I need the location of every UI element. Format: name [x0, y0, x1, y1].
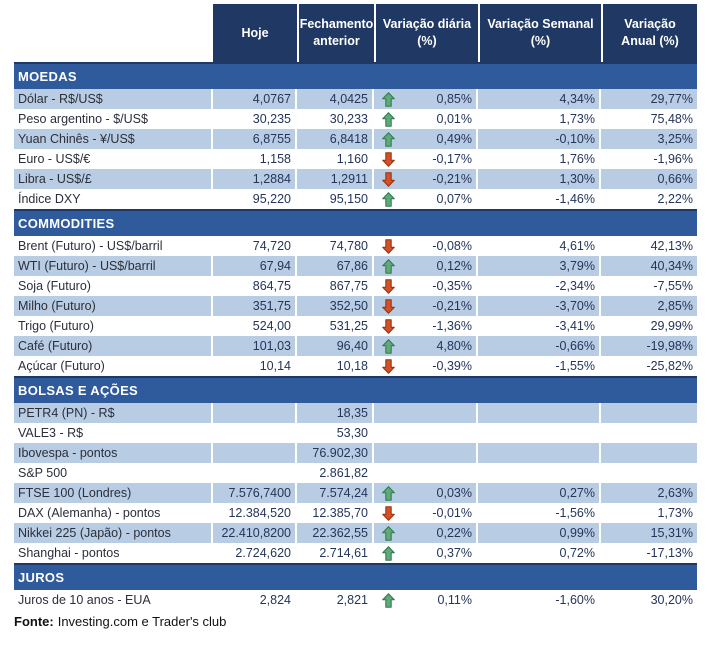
value-variacao-diaria: 0,11%	[437, 593, 472, 607]
table-row	[14, 149, 697, 169]
value-variacao-semanal	[478, 403, 601, 423]
value-variacao-semanal: 1,30%	[478, 169, 601, 189]
column-header-variacao-anual: Variação Anual (%)	[601, 4, 697, 62]
trend-up-icon	[382, 546, 395, 561]
cell-variacao-diaria	[374, 503, 478, 523]
cell-variacao-diaria	[374, 169, 478, 189]
table-row	[14, 189, 697, 209]
value-fechamento-anterior: 7.574,24	[297, 483, 374, 503]
section-title: MOEDAS	[18, 69, 77, 84]
table-row	[14, 316, 697, 336]
value-variacao-semanal: -1,60%	[478, 590, 601, 610]
trend-up-icon	[382, 526, 395, 541]
trend-down-icon	[382, 279, 395, 294]
section-title: BOLSAS E AÇÕES	[18, 383, 139, 398]
value-variacao-semanal: 0,72%	[478, 543, 601, 563]
row-label: DAX (Alemanha) - pontos	[14, 503, 213, 523]
cell-variacao-diaria	[374, 129, 478, 149]
row-label: Brent (Futuro) - US$/barril	[14, 236, 213, 256]
trend-up-icon	[382, 259, 395, 274]
cell-variacao-diaria	[374, 590, 478, 610]
cell-variacao-diaria	[374, 443, 478, 463]
value-variacao-diaria: 0,01%	[436, 112, 472, 126]
value-hoje: 10,14	[213, 356, 297, 376]
value-fechamento-anterior: 10,18	[297, 356, 374, 376]
table-row	[14, 356, 697, 376]
value-fechamento-anterior: 4,0425	[297, 89, 374, 109]
value-variacao-diaria: 0,22%	[436, 526, 472, 540]
trend-up-icon	[382, 132, 395, 147]
section-header	[14, 376, 697, 403]
value-variacao-anual: 42,13%	[650, 239, 693, 253]
table-row	[14, 543, 697, 563]
value-fechamento-anterior: 2,821	[297, 590, 374, 610]
column-header-hoje: Hoje	[213, 4, 297, 62]
table-row	[14, 443, 697, 463]
source-note	[14, 614, 697, 629]
table-header	[14, 4, 697, 62]
cell-variacao-diaria	[374, 256, 478, 276]
value-variacao-diaria: 0,85%	[436, 92, 472, 106]
trend-down-icon	[382, 506, 395, 521]
value-variacao-anual: 75,48%	[650, 112, 693, 126]
value-hoje	[213, 443, 297, 463]
value-fechamento-anterior: 352,50	[297, 296, 374, 316]
value-fechamento-anterior: 1,2911	[297, 169, 374, 189]
row-label: Euro - US$/€	[14, 149, 213, 169]
value-variacao-anual: -7,55%	[653, 279, 693, 293]
table-row	[14, 503, 697, 523]
row-label: S&P 500	[14, 463, 213, 483]
value-variacao-diaria: -0,39%	[432, 359, 472, 373]
cell-variacao-diaria	[374, 336, 478, 356]
value-variacao-anual: -19,98%	[601, 336, 697, 356]
value-variacao-semanal: -0,10%	[478, 129, 601, 149]
value-variacao-diaria: 4,80%	[436, 339, 472, 353]
value-variacao-diaria: 0,12%	[436, 259, 472, 273]
value-variacao-diaria: -0,01%	[432, 506, 472, 520]
value-variacao-semanal: -0,66%	[478, 336, 601, 356]
table-row	[14, 256, 697, 276]
cell-variacao-diaria	[374, 189, 478, 209]
market-table	[14, 4, 697, 629]
value-fechamento-anterior: 30,233	[297, 109, 374, 129]
row-label: Açúcar (Futuro)	[14, 356, 213, 376]
column-header-variacao-diaria: Variação diária (%)	[374, 4, 478, 62]
value-variacao-semanal	[478, 443, 601, 463]
value-variacao-anual: 2,22%	[657, 192, 693, 206]
cell-variacao-diaria	[374, 423, 478, 443]
value-variacao-anual	[601, 463, 697, 483]
row-label: FTSE 100 (Londres)	[14, 483, 213, 503]
table-row	[14, 463, 697, 483]
value-variacao-semanal: 3,79%	[478, 256, 601, 276]
table-row	[14, 129, 697, 149]
row-label: Milho (Futuro)	[14, 296, 213, 316]
value-variacao-semanal: 4,34%	[478, 89, 601, 109]
value-variacao-anual: 1,73%	[657, 506, 693, 520]
value-hoje: 524,00	[213, 316, 297, 336]
cell-variacao-diaria	[374, 523, 478, 543]
value-hoje: 95,220	[213, 189, 297, 209]
value-hoje: 6,8755	[213, 129, 297, 149]
table-row	[14, 590, 697, 610]
row-label: Café (Futuro)	[14, 336, 213, 356]
value-variacao-semanal: -1,46%	[478, 189, 601, 209]
value-fechamento-anterior: 96,40	[297, 336, 374, 356]
value-hoje	[213, 423, 297, 443]
cell-variacao-diaria	[374, 149, 478, 169]
value-variacao-semanal	[478, 463, 601, 483]
value-hoje: 30,235	[213, 109, 297, 129]
value-variacao-anual	[601, 443, 697, 463]
row-label: Nikkei 225 (Japão) - pontos	[14, 523, 213, 543]
cell-variacao-diaria	[374, 236, 478, 256]
value-hoje: 101,03	[213, 336, 297, 356]
value-fechamento-anterior: 867,75	[297, 276, 374, 296]
value-hoje: 2.724,620	[213, 543, 297, 563]
value-hoje: 67,94	[213, 256, 297, 276]
value-variacao-anual: 29,99%	[650, 319, 693, 333]
table-row	[14, 109, 697, 129]
trend-up-icon	[382, 339, 395, 354]
cell-variacao-diaria	[374, 89, 478, 109]
cell-variacao-diaria	[374, 463, 478, 483]
value-variacao-semanal: -1,55%	[478, 356, 601, 376]
value-fechamento-anterior: 12.385,70	[297, 503, 374, 523]
source-text: Investing.com e Trader's club	[57, 614, 227, 629]
value-variacao-diaria: 0,37%	[436, 546, 472, 560]
value-variacao-diaria: -0,21%	[432, 299, 472, 313]
value-hoje	[213, 463, 297, 483]
value-variacao-anual: 15,31%	[601, 523, 697, 543]
value-variacao-anual: 2,85%	[601, 296, 697, 316]
value-hoje: 1,2884	[213, 169, 297, 189]
trend-down-icon	[382, 319, 395, 334]
row-label: VALE3 - R$	[14, 423, 213, 443]
value-fechamento-anterior: 2.861,82	[297, 463, 374, 483]
value-variacao-semanal: -3,70%	[478, 296, 601, 316]
header-empty-corner	[14, 4, 213, 62]
value-variacao-semanal: 0,99%	[478, 523, 601, 543]
row-label: Shanghai - pontos	[14, 543, 213, 563]
cell-variacao-diaria	[374, 296, 478, 316]
row-label: WTI (Futuro) - US$/barril	[14, 256, 213, 276]
trend-down-icon	[382, 239, 395, 254]
cell-variacao-diaria	[374, 403, 478, 423]
value-variacao-diaria: 0,49%	[436, 132, 472, 146]
value-variacao-semanal	[478, 423, 601, 443]
value-variacao-anual: -25,82%	[646, 359, 693, 373]
table-row	[14, 296, 697, 316]
value-variacao-anual: 30,20%	[650, 593, 693, 607]
value-variacao-anual	[601, 423, 697, 443]
cell-variacao-diaria	[374, 483, 478, 503]
value-variacao-diaria: 0,07%	[436, 192, 472, 206]
value-fechamento-anterior: 18,35	[297, 403, 374, 423]
value-variacao-semanal: 0,27%	[478, 483, 601, 503]
value-fechamento-anterior: 22.362,55	[297, 523, 374, 543]
value-variacao-diaria: -0,17%	[432, 152, 472, 166]
trend-down-icon	[382, 152, 395, 167]
value-variacao-semanal: -1,56%	[478, 503, 601, 523]
row-label: Índice DXY	[14, 189, 213, 209]
value-hoje: 74,720	[213, 236, 297, 256]
section-title: JUROS	[18, 570, 65, 585]
table-row	[14, 423, 697, 443]
row-label: Yuan Chinês - ¥/US$	[14, 129, 213, 149]
value-variacao-semanal: 1,76%	[478, 149, 601, 169]
cell-variacao-diaria	[374, 109, 478, 129]
table-row	[14, 236, 697, 256]
value-variacao-anual: 40,34%	[601, 256, 697, 276]
value-variacao-anual: -1,96%	[653, 152, 693, 166]
value-variacao-diaria: -0,21%	[432, 172, 472, 186]
value-variacao-diaria: -0,35%	[432, 279, 472, 293]
row-label: Soja (Futuro)	[14, 276, 213, 296]
value-fechamento-anterior: 95,150	[297, 189, 374, 209]
trend-up-icon	[382, 112, 395, 127]
value-variacao-semanal: -3,41%	[478, 316, 601, 336]
cell-variacao-diaria	[374, 543, 478, 563]
cell-variacao-diaria	[374, 316, 478, 336]
value-fechamento-anterior: 531,25	[297, 316, 374, 336]
row-label: Peso argentino - $/US$	[14, 109, 213, 129]
value-variacao-diaria: -1,36%	[432, 319, 472, 333]
section-header	[14, 209, 697, 236]
row-label: Ibovespa - pontos	[14, 443, 213, 463]
value-hoje: 351,75	[213, 296, 297, 316]
section-header	[14, 563, 697, 590]
value-variacao-anual: 29,77%	[601, 89, 697, 109]
trend-up-icon	[382, 192, 395, 207]
value-hoje: 22.410,8200	[213, 523, 297, 543]
table-row	[14, 169, 697, 189]
value-hoje: 12.384,520	[213, 503, 297, 523]
row-label: PETR4 (PN) - R$	[14, 403, 213, 423]
section-header	[14, 62, 697, 89]
column-header-fechamento-anterior: Fechamento anterior	[297, 4, 374, 62]
value-hoje: 4,0767	[213, 89, 297, 109]
value-variacao-anual: 2,63%	[601, 483, 697, 503]
value-hoje: 864,75	[213, 276, 297, 296]
cell-variacao-diaria	[374, 276, 478, 296]
value-variacao-semanal: 4,61%	[478, 236, 601, 256]
value-fechamento-anterior: 76.902,30	[297, 443, 374, 463]
value-variacao-diaria: 0,03%	[436, 486, 472, 500]
value-variacao-semanal: -2,34%	[478, 276, 601, 296]
trend-up-icon	[382, 92, 395, 107]
row-label: Trigo (Futuro)	[14, 316, 213, 336]
value-fechamento-anterior: 2.714,61	[297, 543, 374, 563]
table-row	[14, 403, 697, 423]
trend-up-icon	[382, 486, 395, 501]
column-header-variacao-semanal: Variação Semanal (%)	[478, 4, 601, 62]
table-body	[14, 62, 697, 610]
value-variacao-anual: 0,66%	[601, 169, 697, 189]
value-hoje: 1,158	[213, 149, 297, 169]
table-row	[14, 336, 697, 356]
cell-variacao-diaria	[374, 356, 478, 376]
value-hoje: 7.576,7400	[213, 483, 297, 503]
value-fechamento-anterior: 53,30	[297, 423, 374, 443]
section-title: COMMODITIES	[18, 216, 115, 231]
table-row	[14, 89, 697, 109]
trend-up-icon	[382, 593, 395, 608]
value-variacao-semanal: 1,73%	[478, 109, 601, 129]
value-variacao-diaria: -0,08%	[432, 239, 472, 253]
source-label: Fonte:	[14, 614, 54, 629]
table-row	[14, 276, 697, 296]
trend-down-icon	[382, 299, 395, 314]
value-variacao-anual	[601, 403, 697, 423]
trend-down-icon	[382, 172, 395, 187]
table-row	[14, 523, 697, 543]
value-hoje: 2,824	[213, 590, 297, 610]
row-label: Dólar - R$/US$	[14, 89, 213, 109]
row-label: Juros de 10 anos - EUA	[14, 590, 213, 610]
value-fechamento-anterior: 1,160	[297, 149, 374, 169]
row-label: Libra - US$/£	[14, 169, 213, 189]
trend-down-icon	[382, 359, 395, 374]
value-fechamento-anterior: 74,780	[297, 236, 374, 256]
value-fechamento-anterior: 6,8418	[297, 129, 374, 149]
value-hoje	[213, 403, 297, 423]
value-variacao-anual: -17,13%	[646, 546, 693, 560]
value-variacao-anual: 3,25%	[601, 129, 697, 149]
value-fechamento-anterior: 67,86	[297, 256, 374, 276]
table-row	[14, 483, 697, 503]
